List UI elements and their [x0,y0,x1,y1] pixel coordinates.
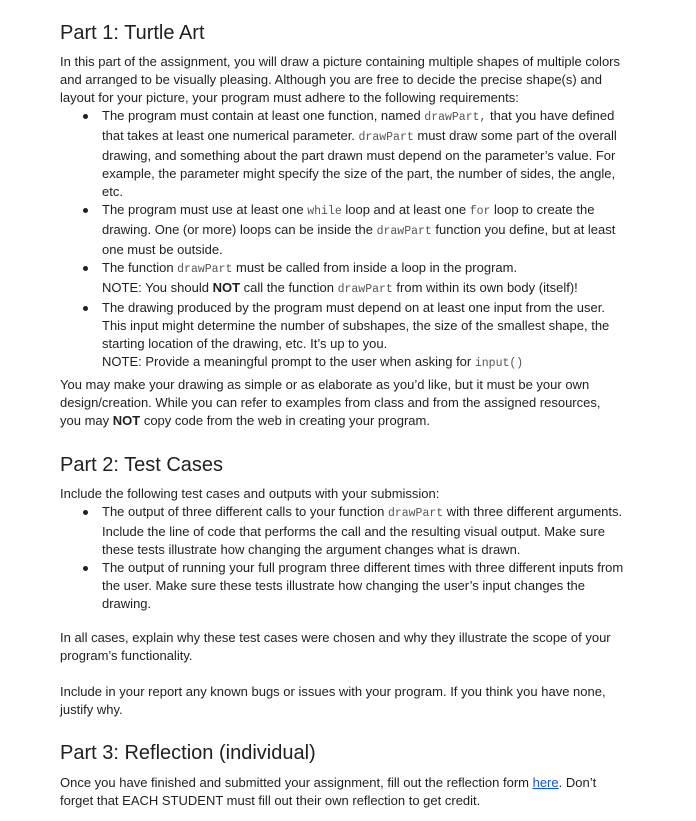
code-input: input() [474,357,524,370]
test-case-item: The output of running your full program three different times with three different inputs from the user. Make sure these tests illustrate how changing the user’s input changes the drawing. [60,559,630,613]
test-case-item: The output of three different calls to your function drawPart with three different arguments. Include the line of code that performs the call and the resulting visual output. Make sure these tests illustrate how changing the argument changes what is drawn. [60,503,630,559]
requirement-item: The drawing produced by the program must depend on at least one input from the user. This input might determine the number of subshapes, the size of the smallest shape, the starting location of the drawing, etc. It’s up to you. NOTE: Provide a meaningful prompt to the user when asking for input() [60,299,630,373]
code-for: for [469,205,491,218]
part2-test-list [60,503,630,613]
code-drawpart: drawPart, [424,111,487,124]
part3-text: Once you have finished and submitted your assignment, fill out the reflection form here. Don’t forget that EACH STUDENT must fill out their own reflection to get credit. [60,775,597,808]
part1-outro: You may make your drawing as simple or as elaborate as you’d like, but it must be your own design/creation. While you can refer to examples from class and from the assigned resources, you may NOT copy code from the web in creating your program. [60,377,601,428]
bullet-icon [83,114,88,119]
bullet-icon [83,306,88,311]
part3-heading: Part 3: Reflection (individual) [60,742,316,764]
bullet-icon [83,266,88,271]
part2-heading: Part 2: Test Cases [60,454,224,476]
code-drawpart: drawPart [387,507,444,520]
bullet-icon [83,566,88,571]
bullet-icon [83,510,88,515]
bullet-icon [83,208,88,213]
code-drawpart: drawPart [358,131,414,144]
code-drawpart: drawPart [337,283,393,296]
part2-bugs: Include in your report any known bugs or issues with your program. If you think you have none, justify why. [60,684,606,717]
requirement-item: The program must contain at least one function, named drawPart, that you have defined that takes at least one numerical parameter. drawPart must draw some part of the overall drawing, and something about the part drawn must depend on the parameter’s value. For example, the parameter might specify the size of the part, the number of sides, the angle, etc. [60,107,630,201]
code-drawpart: drawPart [376,225,432,238]
code-while: while [307,205,342,218]
part1-heading: Part 1: Turtle Art [60,22,205,44]
requirement-item: The program must use at least one while loop and at least one for loop to create the drawing. One (or more) loops can be inside the drawPart function you define, but at least one must be outside. [60,201,630,259]
part1-intro: In this part of the assignment, you will draw a picture containing multiple shapes of multiple colors and arranged to be visually pleasing. Although you are free to decide the precise shape(s) and layout for your picture, your program must adhere to the following requirements: [60,54,621,105]
requirement-item: The function drawPart must be called from inside a loop in the program. NOTE: You should NOT call the function drawPart from within its own body (itself)! [60,259,630,299]
part2-intro: Include the following test cases and outputs with your submission: [60,486,440,501]
part1-requirements-list [60,107,630,373]
code-drawpart: drawPart [177,263,233,276]
part2-explain: In all cases, explain why these test cases were chosen and why they illustrate the scope of your program’s functionality. [60,630,611,663]
reflection-form-link[interactable]: here [532,775,559,790]
